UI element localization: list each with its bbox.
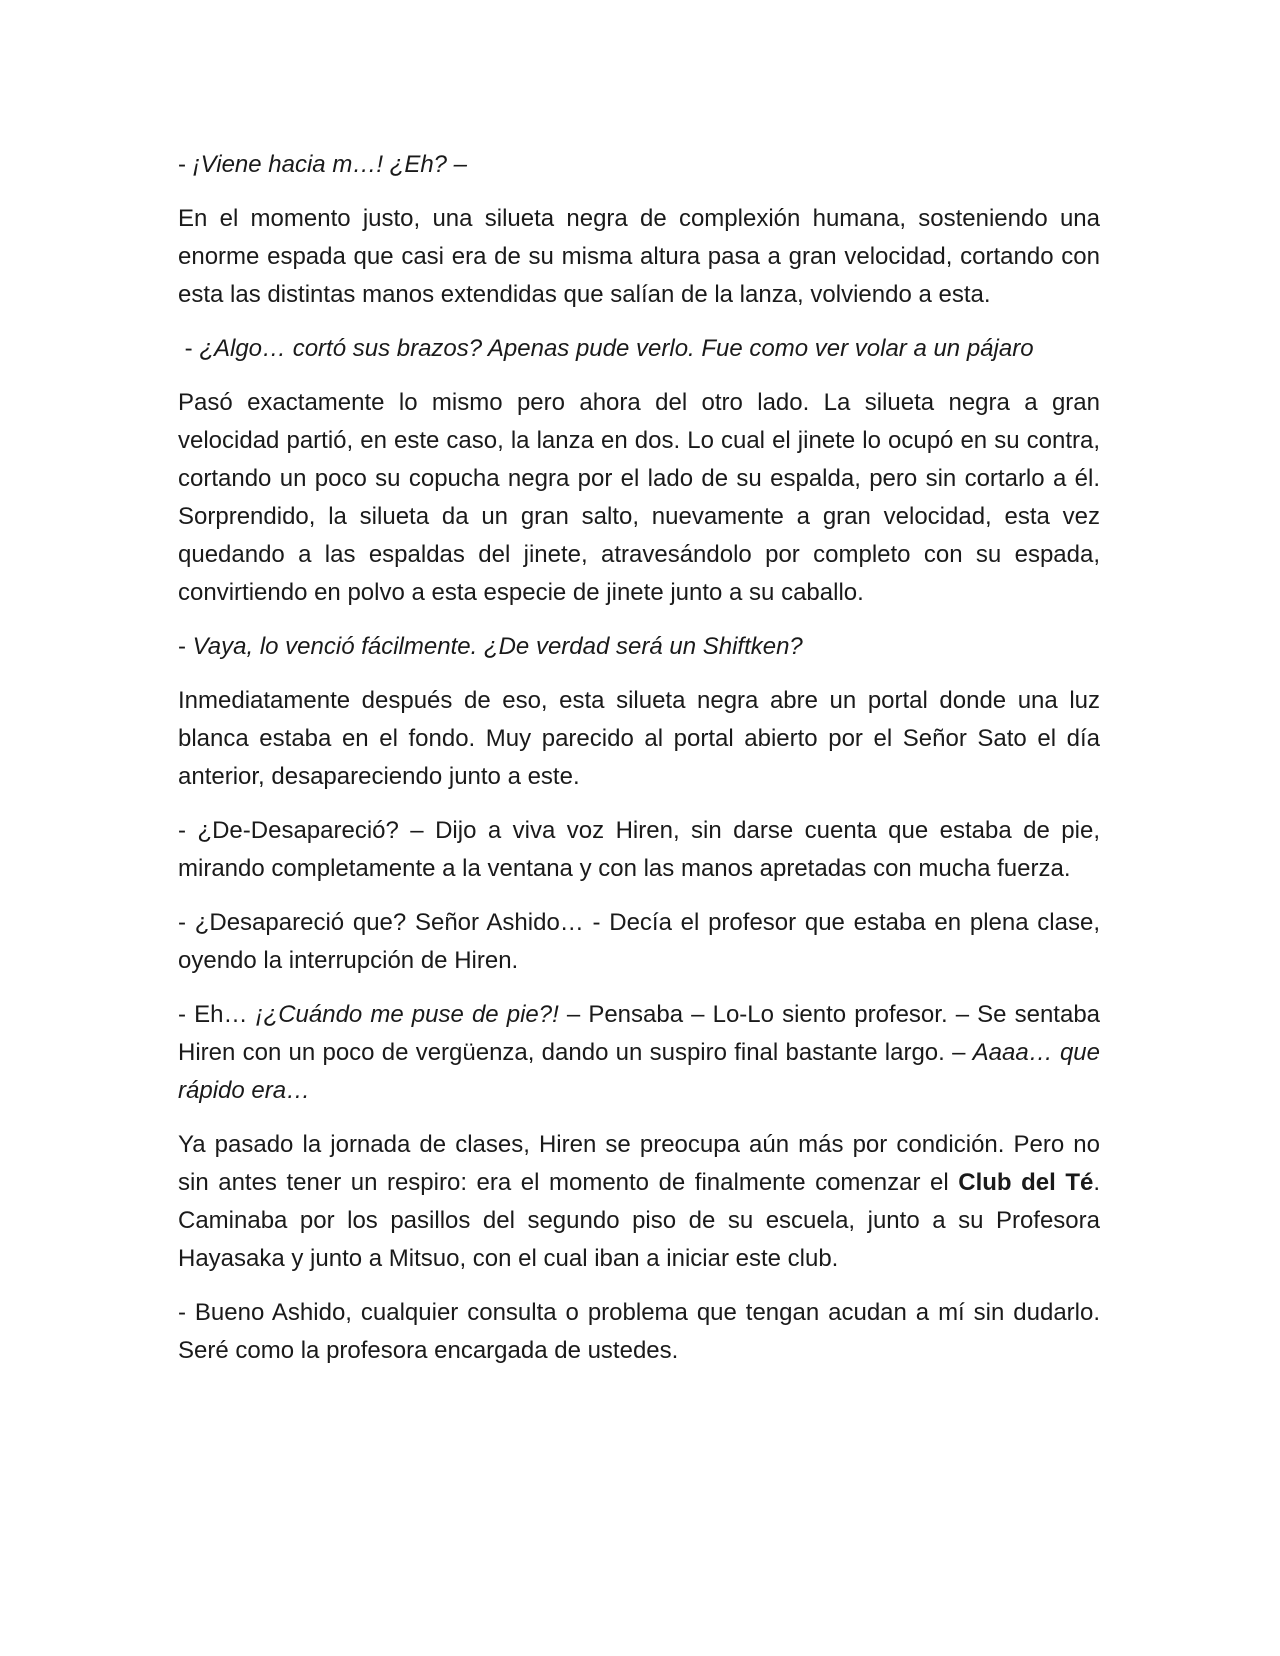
dialogue-line xyxy=(178,330,1100,368)
club-name: Club del Té xyxy=(958,1169,1094,1196)
inner-thought: ¿Algo… cortó sus brazos? Apenas pude verlo. Fue como ver volar a un pájaro xyxy=(199,335,1034,362)
inner-thought: Aaaa… que rápido era… xyxy=(178,1039,1100,1104)
dialogue-text: - Eh… xyxy=(178,1001,256,1028)
inner-thought: ¡¿Cuándo me puse de pie?! xyxy=(255,1001,559,1028)
dialogue-paragraph: - ¿Desapareció que? Señor Ashido… - Decía el profesor que estaba en plena clase, oyendo la interrupción de Hiren. xyxy=(178,909,1100,974)
dialogue-text: – Pensaba – Lo-Lo siento profesor. – Se sentaba Hiren con un poco de vergüenza, dando un suspiro final bastante largo. – xyxy=(178,1001,1101,1066)
dialogue-dash: - xyxy=(178,335,200,362)
inner-thought: Vaya, lo venció fácilmente. ¿De verdad será un Shiftken? xyxy=(192,633,803,660)
narrative-paragraph: Inmediatamente después de eso, esta silueta negra abre un portal donde una luz blanca estaba en el fondo. Muy parecido al portal abierto por el Señor Sato el día anterior, desapareciendo junto a este. xyxy=(178,687,1100,790)
dialogue-dash: - xyxy=(178,151,193,178)
narrative-paragraph xyxy=(178,1126,1100,1278)
narrative-paragraph: Pasó exactamente lo mismo pero ahora del otro lado. La silueta negra a gran velocidad partió, en este caso, la lanza en dos. Lo cual el jinete lo ocupó en su contra, cortando un poco su copucha negra por el lado de su espalda, pero sin cortarlo a él. Sorprendido, la silueta da un gran salto, nuevamente a gran velocidad, esta vez quedando a las espaldas del jinete, atravesándolo por completo con su espada, convirtiendo en polvo a esta especie de jinete junto a su caballo. xyxy=(178,389,1100,606)
dialogue-dash: - xyxy=(178,633,193,660)
narrative-text: . Caminaba por los pasillos del segundo piso de su escuela, junto a su Profesora Hayasaka y junto a Mitsuo, con el cual iban a iniciar este club. xyxy=(178,1169,1100,1272)
dialogue-line xyxy=(178,146,1100,184)
dialogue-paragraph xyxy=(178,996,1100,1110)
narrative-text: Ya pasado la jornada de clases, Hiren se preocupa aún más por condición. Pero no sin antes tener un respiro: era el momento de finalmente comenzar el xyxy=(178,1131,1100,1196)
document-page xyxy=(178,146,1100,1386)
dialogue-line xyxy=(178,628,1100,666)
dialogue-paragraph: - Bueno Ashido, cualquier consulta o problema que tengan acudan a mí sin dudarlo. Seré como la profesora encargada de ustedes. xyxy=(178,1299,1100,1364)
narrative-paragraph: En el momento justo, una silueta negra de complexión humana, sosteniendo una enorme espada que casi era de su misma altura pasa a gran velocidad, cortando con esta las distintas manos extendidas que salían de la lanza, volviendo a esta. xyxy=(178,205,1100,308)
inner-thought: ¡Viene hacia m…! ¿Eh? – xyxy=(192,151,468,178)
dialogue-paragraph: - ¿De-Desapareció? – Dijo a viva voz Hiren, sin darse cuenta que estaba de pie, mirando completamente a la ventana y con las manos apretadas con mucha fuerza. xyxy=(178,817,1100,882)
